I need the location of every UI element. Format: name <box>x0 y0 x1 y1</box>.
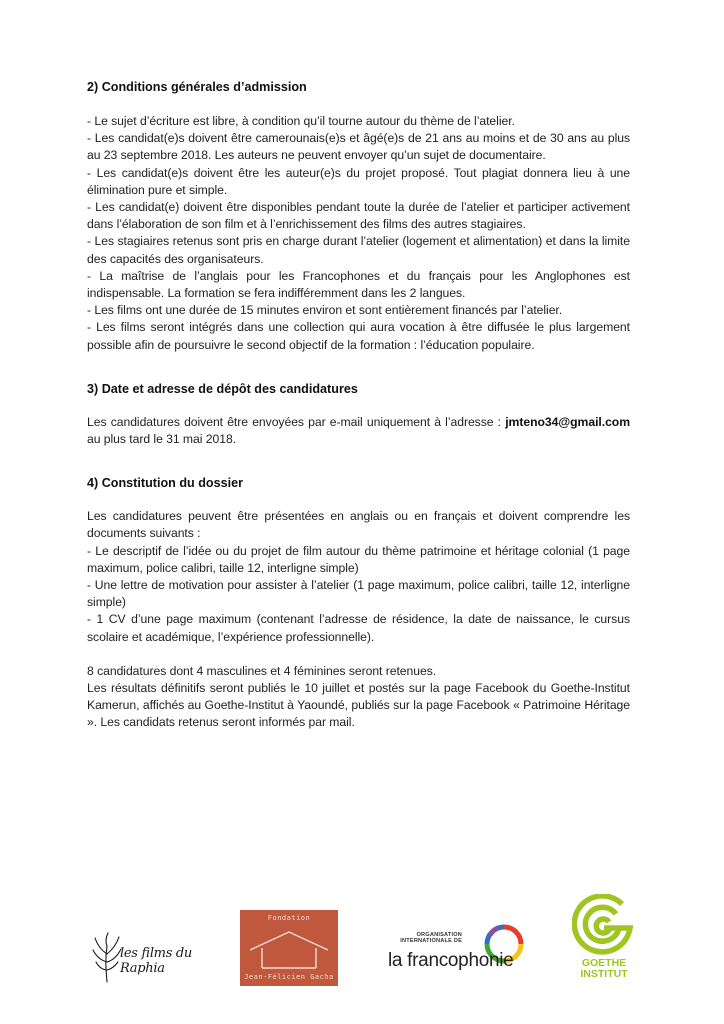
admission-conditions-list <box>87 113 630 354</box>
raphia-plant-icon <box>92 932 122 984</box>
films-du-raphia-logo <box>92 932 212 984</box>
goethe-line-1: GOETHE <box>581 957 627 969</box>
list-item: - Le sujet d’écriture est libre, à condition qu’il tourne autour du thème de l’atelier. <box>87 114 515 128</box>
list-item: Les résultats définitifs seront publiés le 10 juillet et postés sur la page Facebook du Goethe-Institut Kamerun, affichés au Goethe-Institut à Yaoundé, publiés sur la page Facebook « Patrimoine Héritage ». Les candidats retenus seront informés par mail. <box>87 681 630 730</box>
deadline-text: au plus tard le 31 mai 2018. <box>87 432 237 447</box>
section-heading-deadline: 3) Date et adresse de dépôt des candidatures <box>87 381 358 396</box>
goethe-logo-text <box>568 958 640 980</box>
section-heading-dossier: 4) Constitution du dossier <box>87 476 244 491</box>
section-heading-admission: 2) Conditions générales d’admission <box>87 80 307 94</box>
partner-logos <box>0 880 724 1000</box>
selection-results-paragraph <box>87 663 630 732</box>
goethe-line-2: INSTITUT <box>580 968 628 980</box>
list-item: - Une lettre de motivation pour assister à l’atelier (1 page maximum, police calibri, taille 12, interligne simple) <box>87 578 630 610</box>
list-item: 8 candidatures dont 4 masculines et 4 féminines seront retenues. <box>87 663 437 678</box>
list-item: - Les candidat(e)s doivent être camerounais(e)s et âgé(e)s de 21 ans au moins et de 30 ans au plus au 23 septembre 2018. Les auteurs ne peuvent envoyer qu’un sujet de documentaire. <box>87 131 630 163</box>
goethe-institut-logo <box>572 894 636 986</box>
fondation-gacha-logo <box>240 910 338 986</box>
oif-line-1: ORGANISATION <box>416 932 462 938</box>
list-item: Les candidatures peuvent être présentées en anglais ou en français et doivent comprendre les documents suivants : <box>87 509 630 541</box>
oif-logo-small-text <box>400 932 462 945</box>
gacha-logo-bottom-text: Jean-Félicien Gacha <box>244 973 334 981</box>
list-item: - Les films ont une durée de 15 minutes environ et sont entièrement financés par l’atelier. <box>87 303 563 318</box>
contact-email-link[interactable]: jmteno34@gmail.com <box>505 414 630 429</box>
list-item: - Les stagiaires retenus sont pris en charge durant l’atelier (logement et alimentation) et dans la limite des capacités des organisateurs. <box>87 234 630 266</box>
list-item: - La maîtrise de l’anglais pour les Francophones et du français pour les Anglophones est indispensable. La formation se fera indifféremment dans les 2 langues. <box>87 268 630 301</box>
goethe-spiral-icon <box>572 894 636 956</box>
submission-paragraph <box>87 414 630 448</box>
list-item: - Le descriptif de l’idée ou du projet de film autour du thème patrimoine et héritage colonial (1 page maximum, police calibri, taille 12, interligne simple) <box>87 543 630 575</box>
list-item: - Les candidat(e) doivent être disponibles pendant toute la durée de l’atelier et participer activement dans l’élaboration de son film et à l’enrichissement des films des autres stagiaires. <box>87 200 630 232</box>
submission-text: Les candidatures doivent être envoyées par e-mail uniquement à l’adresse : <box>87 414 506 429</box>
list-item: - 1 CV d’une page maximum (contenant l’adresse de résidence, la date de naissance, le cursus scolaire et académique, l’expérience professionnelle). <box>87 612 630 644</box>
dossier-requirements-list <box>87 508 630 646</box>
oif-logo-name: la francophonie <box>388 950 514 971</box>
francophonie-logo <box>388 930 528 986</box>
raphia-logo-text: les films du Raphia <box>120 946 193 976</box>
list-item: - Les candidat(e)s doivent être les auteur(e)s du projet proposé. Tout plagiat donnera lieu à une élimination pure et simple. <box>87 165 630 197</box>
document-page <box>87 78 630 732</box>
oif-line-2: INTERNATIONALE DE <box>400 938 462 945</box>
list-item: - Les films seront intégrés dans une collection qui aura vocation à être diffusée le plus largement possible afin de poursuivre le second objectif de la formation : l’éducation populaire. <box>87 320 630 352</box>
gacha-logo-top-text: Fondation <box>267 914 311 922</box>
